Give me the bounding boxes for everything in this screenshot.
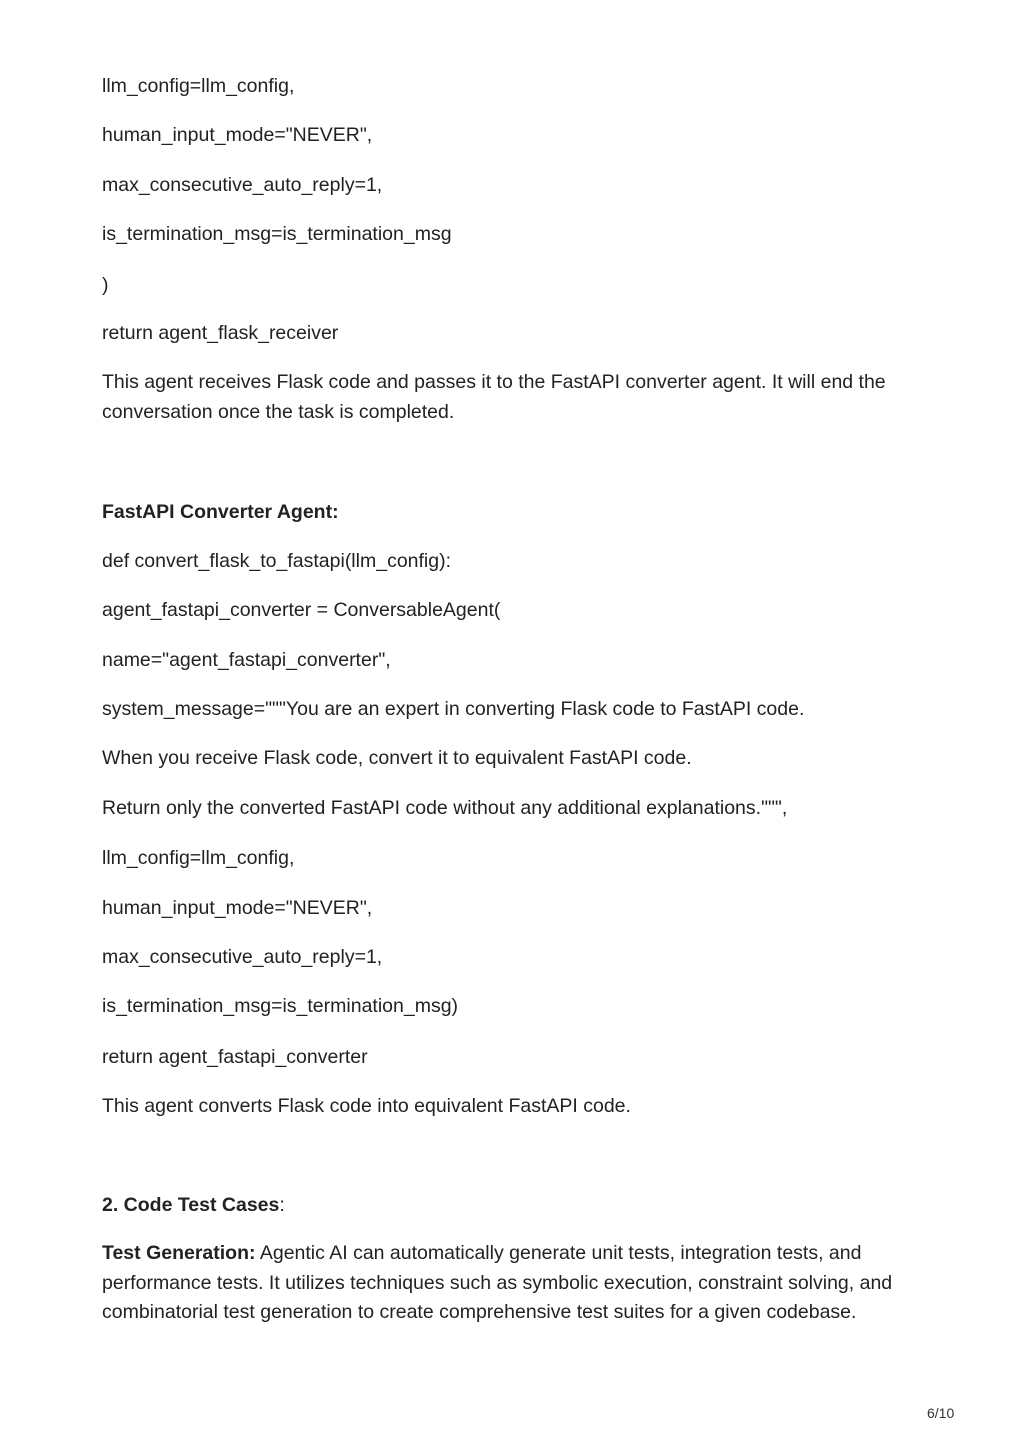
fastapi-section-heading: FastAPI Converter Agent: xyxy=(102,501,339,523)
code-line-system-message-3: Return only the converted FastAPI code without any additional explanations.""", xyxy=(102,797,788,819)
code-line-agent-assignment: agent_fastapi_converter = ConversableAgent( xyxy=(102,599,501,621)
code-line-max-auto-reply-2: max_consecutive_auto_reply=1, xyxy=(102,946,383,968)
code-line-close-paren: ) xyxy=(102,274,109,296)
code-line-return-receiver: return agent_flask_receiver xyxy=(102,322,339,344)
receiver-description: This agent receives Flask code and passes it to the FastAPI converter agent. It will end the conversation once the task is completed. xyxy=(102,371,886,423)
test-generation-text: Agentic AI can automatically generate unit tests, integration tests, and performance tests. It utilizes techniques such as symbolic execution, constraint solving, and combinatorial test generation to create comprehensive test suites for a given codebase. xyxy=(102,1242,893,1323)
page-number: 6/10 xyxy=(927,1405,955,1421)
code-line-system-message: system_message="""You are an expert in converting Flask code to FastAPI code. xyxy=(102,698,805,720)
code-line-return-converter: return agent_fastapi_converter xyxy=(102,1046,368,1068)
code-line-system-message-2: When you receive Flask code, convert it to equivalent FastAPI code. xyxy=(102,747,692,769)
converter-description: This agent converts Flask code into equivalent FastAPI code. xyxy=(102,1095,631,1117)
test-generation-paragraph xyxy=(102,1239,912,1328)
code-line-agent-name: name="agent_fastapi_converter", xyxy=(102,649,391,671)
code-line-max-auto-reply: max_consecutive_auto_reply=1, xyxy=(102,174,383,196)
test-section-heading-colon: : xyxy=(279,1194,285,1216)
code-line-human-input-mode: human_input_mode="NEVER", xyxy=(102,124,373,146)
test-section-heading-text: 2. Code Test Cases xyxy=(102,1194,280,1216)
code-line-termination-msg-2: is_termination_msg=is_termination_msg) xyxy=(102,995,459,1017)
code-line-llm-config: llm_config=llm_config, xyxy=(102,75,295,97)
code-line-termination-msg: is_termination_msg=is_termination_msg xyxy=(102,223,452,245)
code-line-human-input-mode-2: human_input_mode="NEVER", xyxy=(102,897,373,919)
test-generation-lead: Test Generation: xyxy=(102,1242,256,1264)
test-section-heading xyxy=(102,1193,285,1217)
code-line-def-convert: def convert_flask_to_fastapi(llm_config): xyxy=(102,550,452,572)
code-line-llm-config-2: llm_config=llm_config, xyxy=(102,847,295,869)
